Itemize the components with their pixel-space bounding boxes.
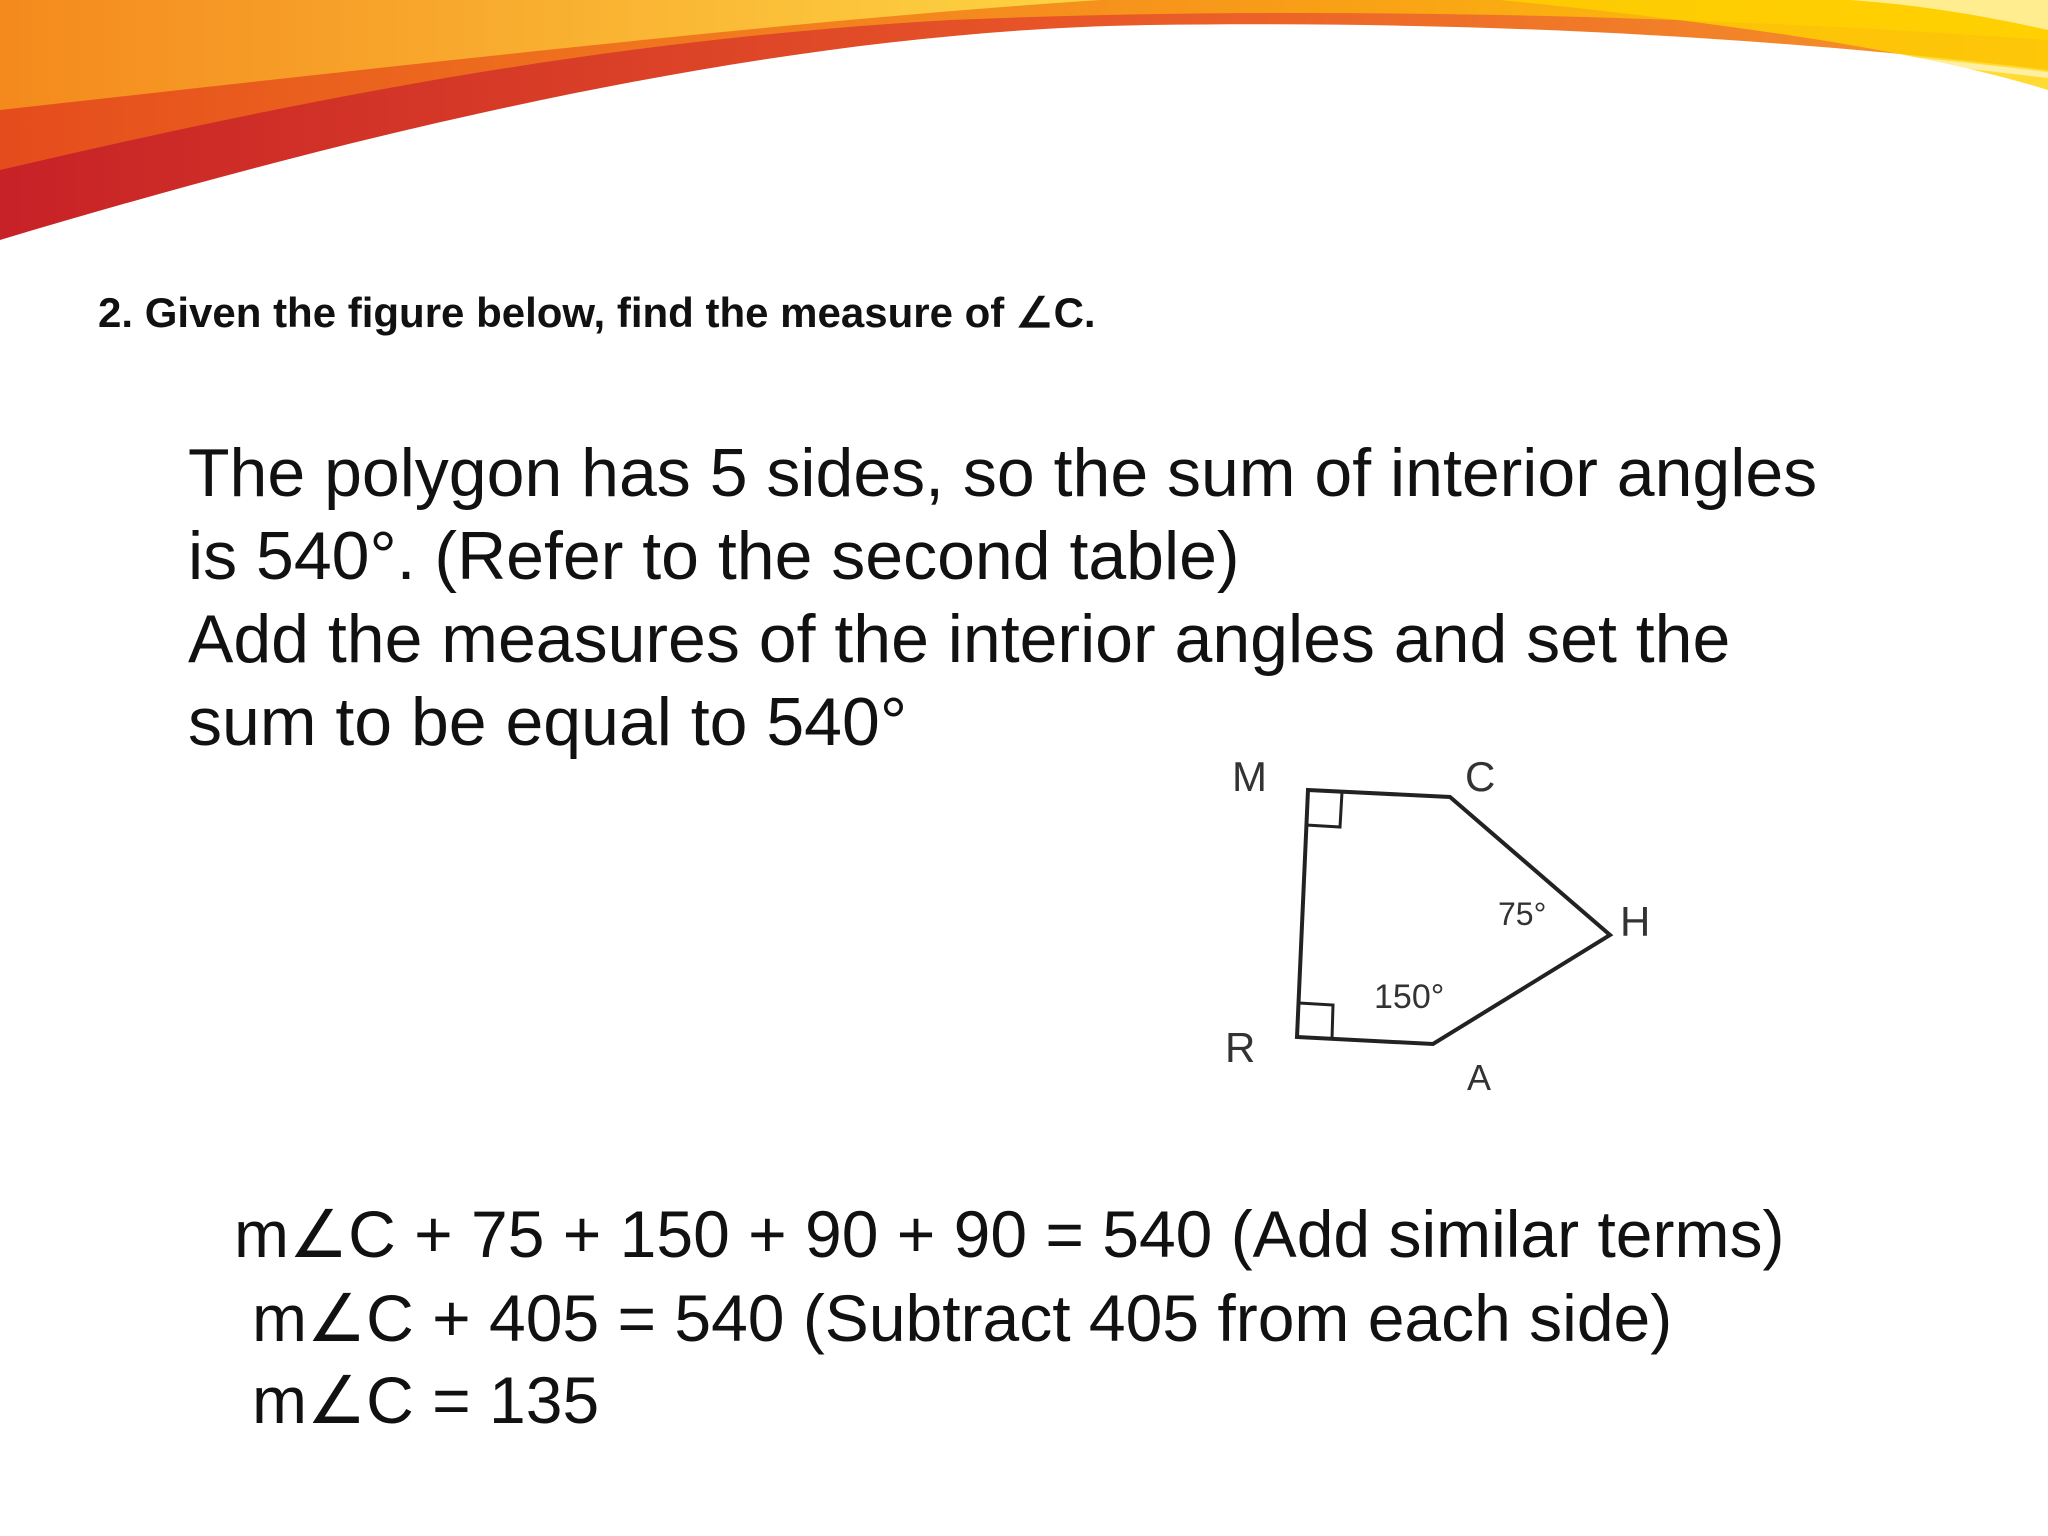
right-angle-marker-r [1299, 1003, 1333, 1039]
question-heading: 2. Given the figure below, find the measure of ∠C. [98, 289, 1096, 336]
vertex-label-h: H [1620, 898, 1651, 945]
explanation-line: The polygon has 5 sides, so the sum of interior angles [188, 435, 1818, 511]
decorative-header-swoosh [0, 0, 2048, 260]
pentagon-figure [1200, 745, 1680, 1120]
explanation-line: is 540°. (Refer to the second table) [188, 518, 1240, 594]
angle-label-a: 150° [1374, 978, 1445, 1016]
right-angle-marker-m [1306, 792, 1342, 827]
explanation-paragraph [188, 432, 1888, 764]
equation-line-1: m∠C + 75 + 150 + 90 + 90 = 540 (Add similar terms) [234, 1197, 1785, 1271]
equation-line-2: m∠C + 405 = 540 (Subtract 405 from each side) [252, 1281, 1673, 1355]
vertex-label-a: A [1467, 1057, 1492, 1098]
explanation-line: Add the measures of the interior angles and set the [188, 601, 1731, 677]
angle-label-h: 75° [1498, 896, 1547, 932]
vertex-label-c: C [1465, 753, 1496, 800]
vertex-label-m: M [1232, 753, 1267, 800]
equation-line-3: m∠C = 135 [252, 1363, 600, 1437]
pentagon-outline [1297, 790, 1610, 1044]
explanation-line: sum to be equal to 540° [188, 684, 908, 760]
vertex-label-r: R [1225, 1024, 1256, 1071]
